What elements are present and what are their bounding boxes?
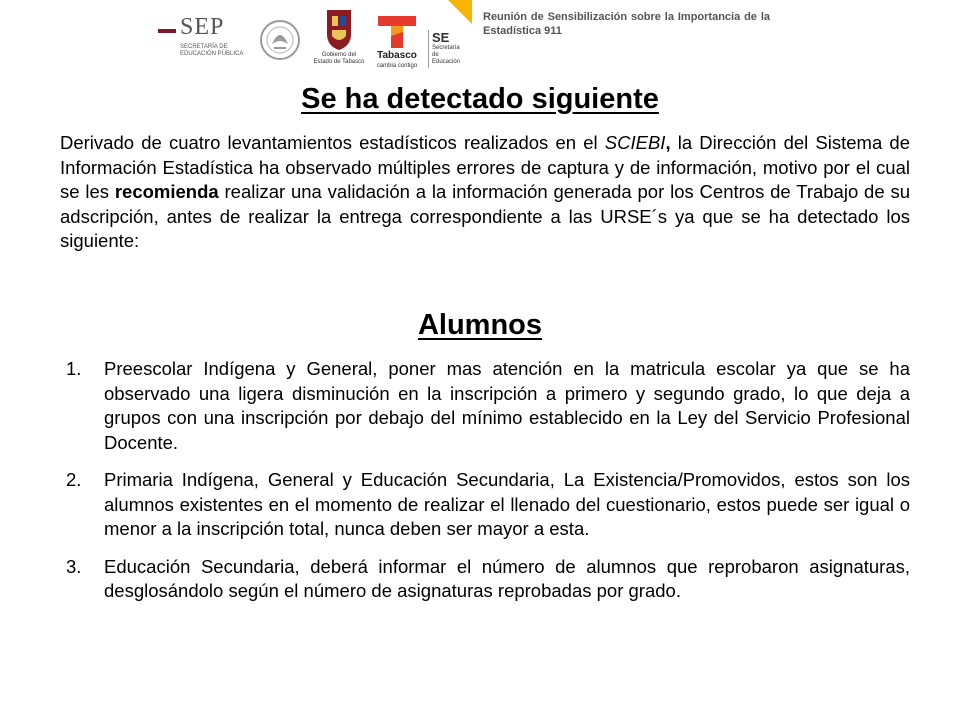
intro-sciebi: SCIEBI (604, 132, 666, 153)
meeting-title: Reunión de Sensibilización sobre la Importancia de la Estadística 911 (483, 11, 770, 37)
se-label: SE (432, 30, 450, 45)
list-item-text: Primaria Indígena, General y Educación Secundaria, La Existencia/Promovidos, estos son los alumnos existentes en el momento de realizar el llenado del cuestionario, estos puede ser igual o menor a la inscripción total, nunca deben ser mayor a esta. (104, 469, 910, 539)
list-item (66, 357, 910, 455)
header (0, 0, 960, 80)
intro-paragraph (60, 131, 910, 254)
list-item (66, 468, 910, 542)
page-title: Se ha detectado siguiente (301, 83, 659, 115)
gobierno-label: Gobierno del Estado de Tabasco (313, 52, 365, 65)
sep-logo (158, 14, 248, 70)
list-item-number: 3. (66, 555, 82, 577)
intro-text-3: realizar una validación a la información generada por los Centros de Trabajo de su adscripción, antes de realizar la entrega correspondiente a las URSE´s ya que se ha detectado los siguiente: (60, 181, 910, 251)
list-item-number: 2. (66, 469, 82, 490)
list-item-number: 1. (66, 358, 82, 379)
mexico-coat-of-arms-icon (258, 14, 302, 70)
sep-logo-word: SEP (180, 14, 225, 40)
intro-comma: , (665, 132, 671, 153)
tabasco-t-icon (370, 12, 424, 50)
list-item-text: Educación Secundaria, deberá informar el número de alumnos que reprobaron asignaturas, desglosándolo según el número de asignaturas reprobadas por grado. (104, 555, 910, 601)
se-divider (428, 30, 429, 68)
tabasco-label: Tabasco (377, 50, 417, 61)
list-item (66, 555, 910, 604)
list-item-text: Preescolar Indígena y General, poner mas atención en la matricula escolar ya que se ha observado una ligera disminución en la inscripción a primero y segundo grado, lo que deja a grupos con una inscripción por debajo del mínimo establecido en la Ley del Servicio Profesional Docente. (104, 358, 910, 453)
accent-triangle (448, 0, 472, 24)
intro-text-2: la Dirección del Sistema de Información Estadística ha observado múltiples errores de captura y de información, motivo por el cual se les (60, 132, 910, 202)
intro-text-1: Derivado de cuatro levantamientos estadísticos realizados en el (60, 132, 605, 153)
tabasco-coat-of-arms-icon (313, 6, 365, 52)
tabasco-logo (370, 12, 424, 72)
sep-bar (158, 29, 176, 33)
se-logo (428, 30, 464, 70)
gobierno-tabasco-logo (313, 6, 365, 72)
intro-recomienda: recomienda (114, 181, 219, 202)
issues-list (66, 357, 910, 617)
sep-logo-subtitle: SECRETARÍA DE EDUCACIÓN PÚBLICA (180, 44, 244, 57)
se-subtitle: Secretaría de Educación (432, 45, 461, 65)
tabasco-subtitle: cambia contigo (376, 63, 418, 69)
section-title-alumnos: Alumnos (417, 309, 543, 341)
